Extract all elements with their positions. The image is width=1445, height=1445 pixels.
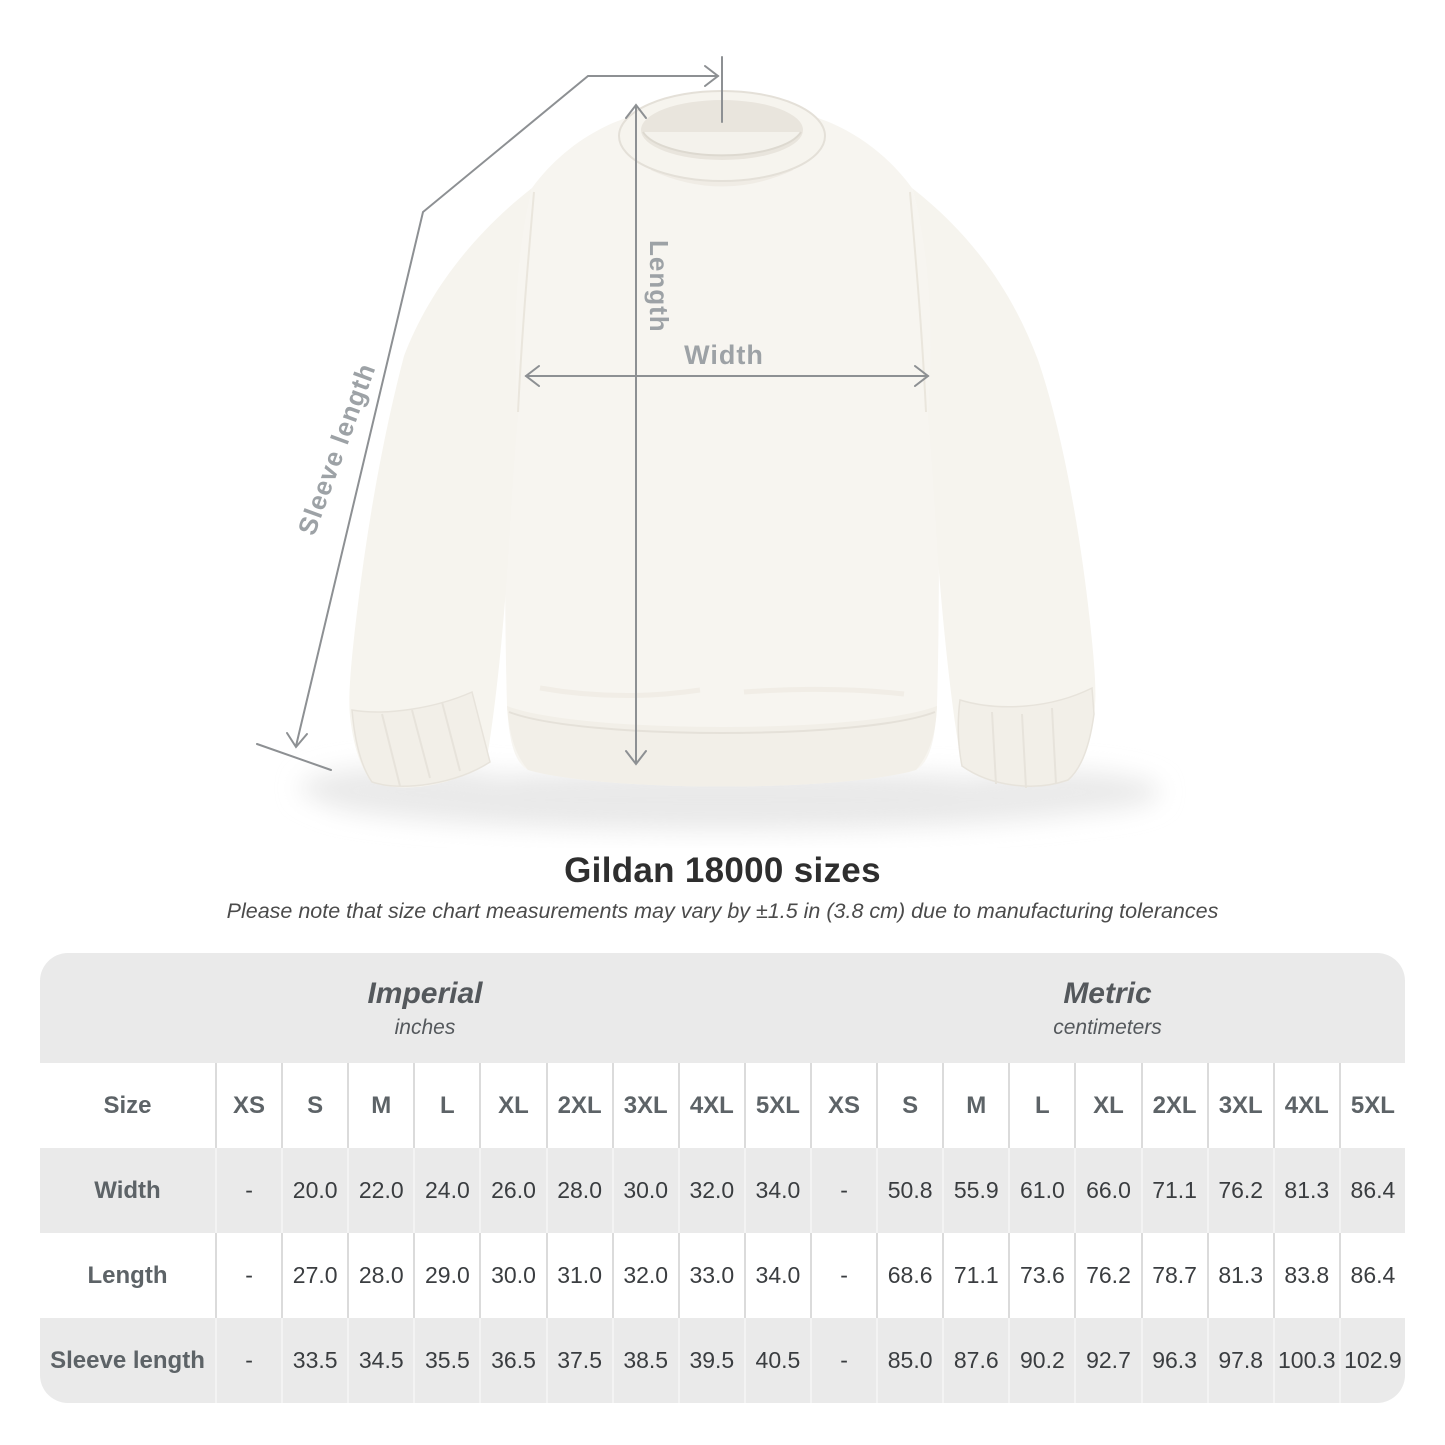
value-cell: 33.5 xyxy=(281,1318,347,1403)
value-cell: 78.7 xyxy=(1141,1233,1207,1318)
tolerance-note: Please note that size chart measurements may vary by ±1.5 in (3.8 cm) due to manufacturing tolerances xyxy=(226,899,1219,923)
value-cell: 76.2 xyxy=(1207,1148,1273,1233)
value-cell: 20.0 xyxy=(281,1148,347,1233)
size-corner-header: Size xyxy=(103,1091,152,1119)
value-cell: - xyxy=(810,1148,876,1233)
value-cell: 90.2 xyxy=(1008,1318,1074,1403)
size-column-header: L xyxy=(413,1063,479,1148)
value-cell: 76.2 xyxy=(1074,1233,1140,1318)
sweatshirt-body xyxy=(505,114,939,787)
value-cell: 35.5 xyxy=(413,1318,479,1403)
size-column-header: M xyxy=(942,1063,1008,1148)
value-cell: 81.3 xyxy=(1207,1233,1273,1318)
value-cell: 96.3 xyxy=(1141,1318,1207,1403)
value-cell: 38.5 xyxy=(612,1318,678,1403)
size-column-header: 5XL xyxy=(744,1063,810,1148)
value-cell: 33.0 xyxy=(678,1233,744,1318)
value-cell: 22.0 xyxy=(347,1148,413,1233)
value-cell: 30.0 xyxy=(479,1233,545,1318)
value-cell: 26.0 xyxy=(479,1148,545,1233)
sleeve-bottom-tick xyxy=(257,744,331,770)
value-cell: 28.0 xyxy=(347,1233,413,1318)
row-label: Width xyxy=(94,1176,161,1204)
imperial-group-header xyxy=(40,953,810,1063)
value-cell: 100.3 xyxy=(1273,1318,1339,1403)
value-cell: 102.9 xyxy=(1339,1318,1405,1403)
table-row xyxy=(40,1318,1405,1403)
value-cell: - xyxy=(810,1233,876,1318)
size-column-header: S xyxy=(876,1063,942,1148)
table-header-row xyxy=(40,1063,1405,1148)
size-column-header: XL xyxy=(479,1063,545,1148)
value-cell: 66.0 xyxy=(1074,1148,1140,1233)
size-column-header: 2XL xyxy=(1141,1063,1207,1148)
value-cell: 31.0 xyxy=(546,1233,612,1318)
value-cell: 37.5 xyxy=(546,1318,612,1403)
length-label: Length xyxy=(644,240,674,333)
metric-group-header xyxy=(810,953,1405,1063)
value-cell: 55.9 xyxy=(942,1148,1008,1233)
imperial-label: Imperial xyxy=(367,976,483,1010)
size-column-header: 4XL xyxy=(1273,1063,1339,1148)
value-cell: 29.0 xyxy=(413,1233,479,1318)
metric-label: Metric xyxy=(1063,976,1152,1010)
value-cell: 87.6 xyxy=(942,1318,1008,1403)
value-cell: 71.1 xyxy=(942,1233,1008,1318)
value-cell: 27.0 xyxy=(281,1233,347,1318)
size-column-header: 5XL xyxy=(1339,1063,1405,1148)
value-cell: 81.3 xyxy=(1273,1148,1339,1233)
value-cell: 34.0 xyxy=(744,1233,810,1318)
value-cell: 28.0 xyxy=(546,1148,612,1233)
value-cell: 61.0 xyxy=(1008,1148,1074,1233)
size-table xyxy=(40,953,1405,1403)
page-title: Gildan 18000 sizes xyxy=(564,851,881,890)
table-row xyxy=(40,1233,1405,1318)
size-grid xyxy=(40,1063,1405,1403)
size-column-header: 3XL xyxy=(1207,1063,1273,1148)
value-cell: 73.6 xyxy=(1008,1233,1074,1318)
size-column-header: L xyxy=(1008,1063,1074,1148)
imperial-unit-label: inches xyxy=(394,1015,456,1039)
row-label: Sleeve length xyxy=(50,1346,205,1374)
value-cell: 40.5 xyxy=(744,1318,810,1403)
value-cell: 34.0 xyxy=(744,1148,810,1233)
value-cell: 36.5 xyxy=(479,1318,545,1403)
value-cell: 30.0 xyxy=(612,1148,678,1233)
value-cell: 97.8 xyxy=(1207,1318,1273,1403)
size-column-header: XS xyxy=(215,1063,281,1148)
size-column-header: S xyxy=(281,1063,347,1148)
value-cell: - xyxy=(215,1318,281,1403)
value-cell: 68.6 xyxy=(876,1233,942,1318)
sleeve-length-label: Sleeve length xyxy=(291,358,382,539)
size-column-header: XL xyxy=(1074,1063,1140,1148)
value-cell: - xyxy=(810,1318,876,1403)
value-cell: 50.8 xyxy=(876,1148,942,1233)
sweatshirt xyxy=(349,91,1095,788)
value-cell: 32.0 xyxy=(612,1233,678,1318)
value-cell: 83.8 xyxy=(1273,1233,1339,1318)
sweatshirt-left-sleeve xyxy=(349,188,532,788)
value-cell: 34.5 xyxy=(347,1318,413,1403)
size-column-header: M xyxy=(347,1063,413,1148)
value-cell: 39.5 xyxy=(678,1318,744,1403)
sweatshirt-right-sleeve xyxy=(912,188,1095,786)
width-label: Width xyxy=(684,340,764,370)
size-column-header: XS xyxy=(810,1063,876,1148)
value-cell: 92.7 xyxy=(1074,1318,1140,1403)
row-label: Length xyxy=(87,1261,168,1289)
value-cell: 86.4 xyxy=(1339,1233,1405,1318)
value-cell: - xyxy=(215,1148,281,1233)
value-cell: - xyxy=(215,1233,281,1318)
value-cell: 24.0 xyxy=(413,1148,479,1233)
value-cell: 32.0 xyxy=(678,1148,744,1233)
size-column-header: 2XL xyxy=(546,1063,612,1148)
size-column-header: 3XL xyxy=(612,1063,678,1148)
value-cell: 85.0 xyxy=(876,1318,942,1403)
table-row xyxy=(40,1148,1405,1233)
value-cell: 71.1 xyxy=(1141,1148,1207,1233)
value-cell: 86.4 xyxy=(1339,1148,1405,1233)
size-column-header: 4XL xyxy=(678,1063,744,1148)
unit-band xyxy=(40,953,1405,1063)
metric-unit-label: centimeters xyxy=(1053,1015,1162,1039)
